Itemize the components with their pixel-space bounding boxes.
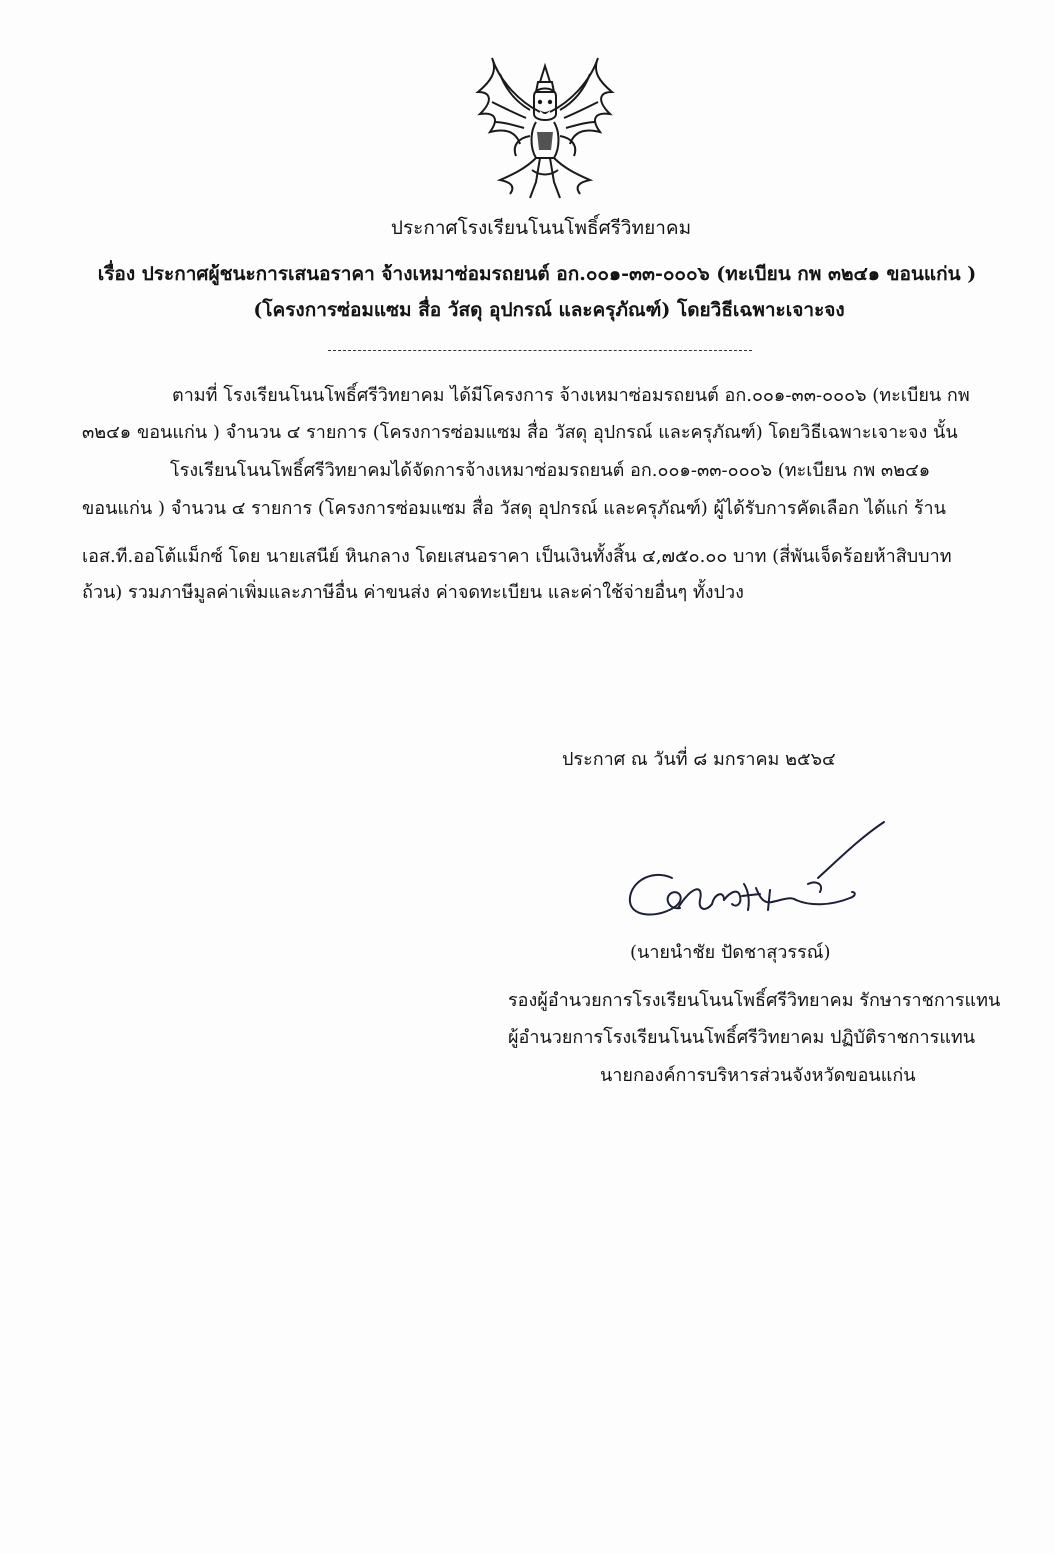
subject-line-1: เรื่อง ประกาศผู้ชนะการเสนอราคา จ้างเหมาซ่อมรถยนต์ อก.๐๐๑-๓๓-๐๐๐๖ (ทะเบียน กพ ๓๒๔๑ ขอนแก่น ) — [97, 263, 977, 285]
body-line-1: ตามที่ โรงเรียนโนนโพธิ์ศรีวิทยาคม ได้มีโครงการ จ้างเหมาซ่อมรถยนต์ อก.๐๐๑-๓๓-๐๐๐๖ (ทะเบียน กพ — [172, 385, 970, 406]
announcement-title: ประกาศโรงเรียนโนนโพธิ์ศรีวิทยาคม — [390, 217, 692, 239]
body-line-2: ๓๒๔๑ ขอนแก่น ) จำนวน ๔ รายการ (โครงการซ่อมแซม สื่อ วัสดุ อุปกรณ์ และครุภัณฑ์) โดยวิธีเฉพาะเจาะจง นั้น — [82, 422, 958, 443]
subject-line-2: (โครงการซ่อมแซม สื่อ วัสดุ อุปกรณ์ และครุภัณฑ์) โดยวิธีเฉพาะเจาะจง — [253, 299, 845, 321]
announcement-date: ประกาศ ณ วันที่ ๘ มกราคม ๒๕๖๔ — [562, 749, 836, 770]
body-line-6: ถ้วน) รวมภาษีมูลค่าเพิ่มและภาษีอื่น ค่าขนส่ง ค่าจดทะเบียน และค่าใช้จ่ายอื่นๆ ทั้งปวง — [82, 582, 744, 603]
garuda-emblem-icon — [470, 52, 620, 204]
body-line-4: ขอนแก่น ) จำนวน ๔ รายการ (โครงการซ่อมแซม สื่อ วัสดุ อุปกรณ์ และครุภัณฑ์) ผู้ได้รับการคัดเลือก ได้แก่ ร้าน — [82, 498, 946, 519]
signatory-name: (นายนำชัย ปัดชาสุวรรณ์) — [630, 942, 831, 963]
signatory-position-2: ผู้อำนวยการโรงเรียนโนนโพธิ์ศรีวิทยาคม ปฏิบัติราชการแทน — [508, 1027, 976, 1048]
separator-rule — [328, 350, 752, 351]
handwritten-signature-icon — [620, 818, 890, 930]
signatory-position-1: รองผู้อำนวยการโรงเรียนโนนโพธิ์ศรีวิทยาคม รักษาราชการแทน — [508, 990, 1001, 1011]
body-line-5: เอส.ที.ออโต้แม็กซ์ โดย นายเสนีย์ หินกลาง โดยเสนอราคา เป็นเงินทั้งสิ้น ๔,๗๕๐.๐๐ บาท (สี่พันเจ็ดร้อยห้าสิบบาท — [82, 546, 952, 567]
signatory-position-3: นายกองค์การบริหารส่วนจังหวัดขอนแก่น — [600, 1065, 916, 1086]
body-line-3: โรงเรียนโนนโพธิ์ศรีวิทยาคมได้จัดการจ้างเหมาซ่อมรถยนต์ อก.๐๐๑-๓๓-๐๐๐๖ (ทะเบียน กพ ๓๒๔๑ — [170, 460, 931, 481]
